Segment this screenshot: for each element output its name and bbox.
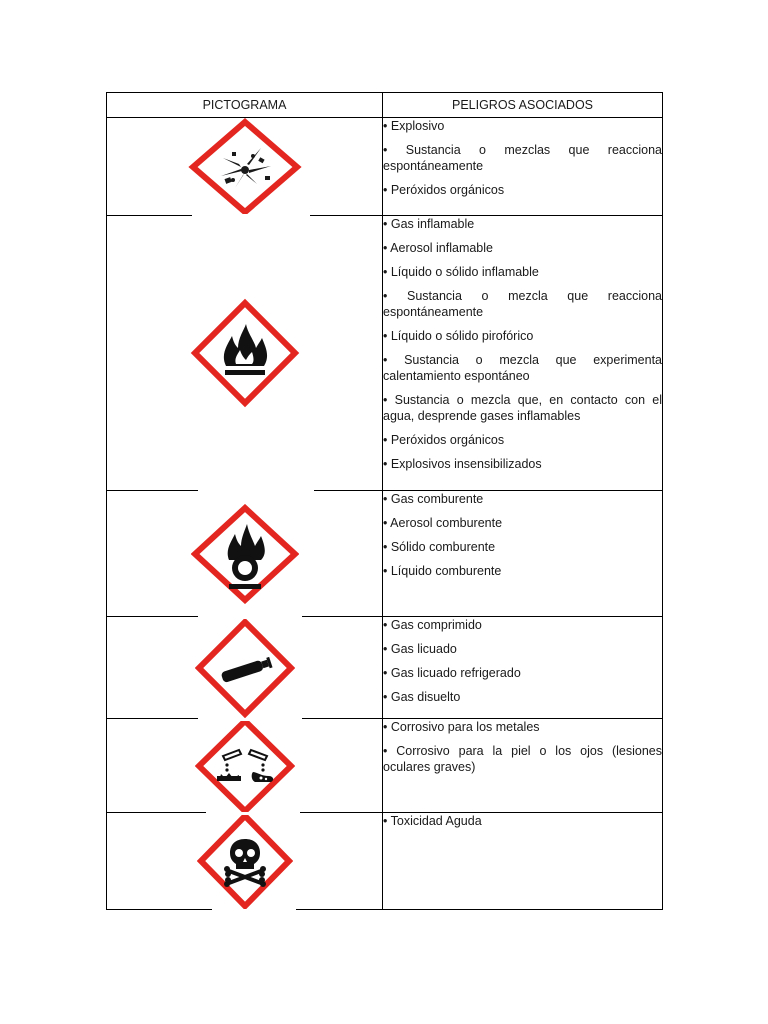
list-item: • Gas inflamable xyxy=(383,217,475,231)
list-item: • Peróxidos orgánicos xyxy=(383,183,505,197)
list-item: • Líquido o sólido pirofórico xyxy=(383,329,534,343)
table-row xyxy=(107,617,663,719)
pictogram-cell xyxy=(107,719,383,813)
list-item: • Gas licuado xyxy=(383,642,457,656)
list-item: • Toxicidad Aguda xyxy=(383,814,482,828)
list-item: • Gas comprimido xyxy=(383,618,482,632)
list-item: • Explosivos insensibilizados xyxy=(383,457,542,471)
list-item: • Explosivo xyxy=(383,119,445,133)
list-item: • Corrosivo para la piel o los ojos (lesiones oculares graves) xyxy=(383,744,662,774)
pictogram-cell xyxy=(107,617,383,719)
list-item: • Sustancia o mezclas que reacciona espontáneamente xyxy=(383,143,662,173)
hazard-list xyxy=(383,617,663,719)
table-row xyxy=(107,491,663,617)
list-item: • Sustancia o mezcla que, en contacto con el agua, desprende gases inflamables xyxy=(383,393,662,423)
gas-cylinder-icon xyxy=(195,618,295,718)
border-gap xyxy=(198,490,314,493)
list-item: • Peróxidos orgánicos xyxy=(383,433,505,447)
list-item: • Aerosol inflamable xyxy=(383,241,493,255)
hazard-table xyxy=(106,92,663,910)
pictogram-cell xyxy=(107,216,383,491)
border-gap xyxy=(192,214,310,217)
exploding-bomb-icon xyxy=(187,118,303,216)
pictogram-cell xyxy=(107,118,383,216)
flame-icon xyxy=(190,298,300,408)
hazard-list xyxy=(383,813,663,910)
table-row xyxy=(107,118,663,216)
table-row xyxy=(107,719,663,813)
header-pictogram: PICTOGRAMA xyxy=(107,93,383,118)
list-item: • Gas disuelto xyxy=(383,690,461,704)
pictogram-cell xyxy=(107,491,383,617)
table-row xyxy=(107,216,663,491)
list-item: • Sustancia o mezcla que experimenta calentamiento espontáneo xyxy=(383,353,662,383)
corrosion-icon xyxy=(195,718,295,814)
list-item: • Líquido o sólido inflamable xyxy=(383,265,539,279)
border-gap xyxy=(198,718,302,721)
border-gap xyxy=(212,909,296,912)
list-item: • Sustancia o mezcla que reacciona espontáneamente xyxy=(383,289,662,319)
list-item: • Corrosivo para los metales xyxy=(383,720,540,734)
list-item: • Sólido comburente xyxy=(383,540,496,554)
table-row xyxy=(107,813,663,910)
hazard-list xyxy=(383,216,663,491)
flame-over-circle-icon xyxy=(191,504,299,604)
border-gap xyxy=(198,616,302,619)
skull-crossbones-icon xyxy=(197,813,293,909)
hazard-list xyxy=(383,719,663,813)
list-item: • Gas comburente xyxy=(383,492,484,506)
list-item: • Aerosol comburente xyxy=(383,516,503,530)
table-header-row xyxy=(107,93,663,118)
pictogram-cell xyxy=(107,813,383,910)
header-hazards: PELIGROS ASOCIADOS xyxy=(383,93,663,118)
hazard-list xyxy=(383,491,663,617)
hazard-list xyxy=(383,118,663,216)
list-item: • Gas licuado refrigerado xyxy=(383,666,521,680)
list-item: • Líquido comburente xyxy=(383,564,502,578)
border-gap xyxy=(206,812,300,815)
